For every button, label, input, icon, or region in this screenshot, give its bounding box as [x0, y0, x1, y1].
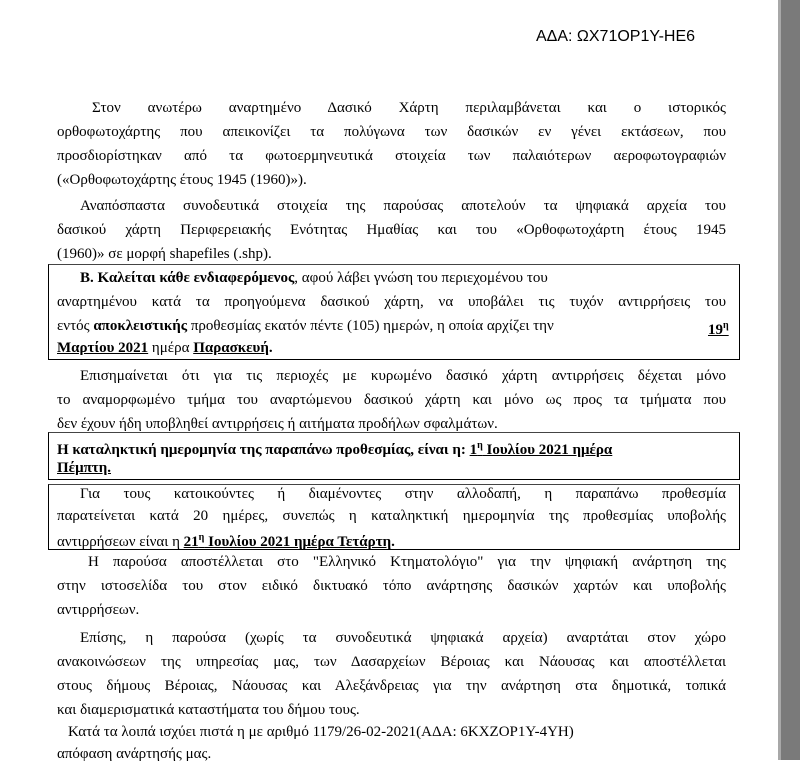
- p1-line-3: προσδιορίστηκαν από τα φωτοερμηνευτικά στοιχεία των παλαιότερων αεροφωτογραφιών: [57, 148, 726, 164]
- p2-line-2: δασικού χάρτη Περιφερειακής Ενότητας Ημαθίας και του «Ορθοφωτοχάρτη έτους 1945: [57, 222, 726, 238]
- p3-line-1: [80, 268, 726, 288]
- p7-line-3: αντιρρήσεων.: [57, 602, 140, 618]
- p3-line-2: αναρτημένου κατά τα προηγούμενα δασικού χάρτη, να υποβάλει τις τυχόν αντιρρήσεις του: [57, 294, 726, 310]
- p7-line-2: στην ιστοσελίδα του στον ειδικό δικτυακό τόπο ανάρτησης δασικών χαρτών και υποβολής: [57, 578, 726, 594]
- p6-abroad-deadline: $21^\eta$ Ιουλίου 2021 ημέρα Τετάρτη: [183, 532, 392, 550]
- p1-line-1: Στον ανωτέρω αναρτημένο Δασικό Χάρτη περιλαμβάνεται και ο ιστορικός: [92, 100, 726, 116]
- p8-line-1: Επίσης, η παρούσα (χωρίς τα συνοδευτικά ψηφιακά αρχεία) αναρτάται στον χώρο: [80, 630, 726, 646]
- p3-l3-bold: αποκλειστικής: [93, 318, 188, 334]
- p6-line-2: παρατείνεται κατά 20 ημέρες, συνεπώς η καταληκτική ημερομηνία της προθεσμίας υποβολής: [57, 508, 726, 524]
- p3-l4-end: .: [268, 340, 273, 356]
- p1-line-2: ορθοφωτοχάρτης που απεικονίζει τα πολύγωνα των δασικών εν γένει εκτάσεων, που: [57, 124, 726, 140]
- p5-line-1: [57, 436, 737, 456]
- p3-start-date: Μαρτίου 2021: [57, 340, 149, 356]
- p6-l3-a: αντιρρήσεων είναι η: [57, 534, 184, 550]
- p8-line-3: στους δήμους Βέροιας, Νάουσας και Αλεξάνδρειας για την ανάρτηση στα δημοτικά, τοπικά: [57, 678, 726, 694]
- ada-code: ΑΔΑ: ΩΧ71ΟΡ1Υ-ΗΕ6: [536, 28, 696, 45]
- p3-start-day: $19^\eta$: [708, 320, 729, 338]
- p6-l3-end: .: [391, 534, 395, 550]
- p3-l4-mid: ημέρα: [148, 340, 194, 356]
- p1-line-4: («Ορθοφωτοχάρτης έτους 1945 (1960)»).: [57, 172, 307, 188]
- p9-line-2: απόφαση ανάρτησής μας.: [57, 746, 212, 762]
- p4-line-1: Επισημαίνεται ότι για τις περιοχές με κυρωμένο δασικό χάρτη αντιρρήσεις δέχεται μόνο: [80, 368, 726, 384]
- p6-line-1: Για τους κατοικούντες ή διαμένοντες στην αλλοδαπή, η παραπάνω προθεσμία: [80, 486, 726, 502]
- p4-line-2: το αναμορφωμένο τμήμα του αναρτώμενου δασικού χάρτη και μόνο ως προς τα τμήματα που: [57, 392, 726, 408]
- p5-deadline-weekday: Πέμπτη.: [57, 460, 111, 476]
- p8-line-2: ανακοινώσεων της υπηρεσίας μας, των Δασαρχείων Βέροιας και Νάουσας και αποστέλλεται: [57, 654, 726, 670]
- p5-text: Η καταληκτική ημερομηνία της παραπάνω προθεσμίας, είναι η:: [57, 442, 470, 458]
- p4-line-3: δεν έχουν ήδη υποβληθεί αντιρρήσεις ή αιτήματα προδήλων σφαλμάτων.: [57, 416, 498, 432]
- p3-line-4: [57, 338, 273, 358]
- p2-line-3: (1960)» σε μορφή shapefiles (.shp).: [57, 246, 272, 262]
- viewer-scrollbar-edge: [778, 0, 800, 760]
- p5-deadline-date: $1^\eta$ Ιουλίου 2021 ημέρα: [469, 440, 613, 458]
- p9-line-1: Κατά τα λοιπά ισχύει πιστά η με αριθμό 1179/26-02-2021(ΑΔΑ: 6ΚΧΖΟΡ1Υ-4ΥΗ): [68, 724, 574, 740]
- p3-bold-intro: Β. Καλείται κάθε ενδιαφερόμενος: [80, 270, 295, 286]
- p8-line-4: και διαμερισματικά καταστήματα του δήμου τους.: [57, 702, 360, 718]
- p3-intro-rest: , αφού λάβει γνώση του περιεχομένου του: [294, 270, 548, 286]
- p3-l3-a: εντός: [57, 318, 94, 334]
- p3-line-3: [57, 316, 729, 338]
- p3-start-weekday: Παρασκευή: [193, 340, 269, 356]
- p2-line-1: Αναπόσπαστα συνοδευτικά στοιχεία της παρούσας αποτελούν τα ψηφιακά αρχεία του: [80, 198, 726, 214]
- p6-line-3: [57, 528, 395, 548]
- p7-line-1: Η παρούσα αποστέλλεται στο "Ελληνικό Κτηματολόγιο" για την ψηφιακή ανάρτηση της: [88, 554, 726, 570]
- p3-l3-b: προθεσμίας εκατόν πέντε (105) ημερών, η οποία αρχίζει την: [187, 318, 554, 334]
